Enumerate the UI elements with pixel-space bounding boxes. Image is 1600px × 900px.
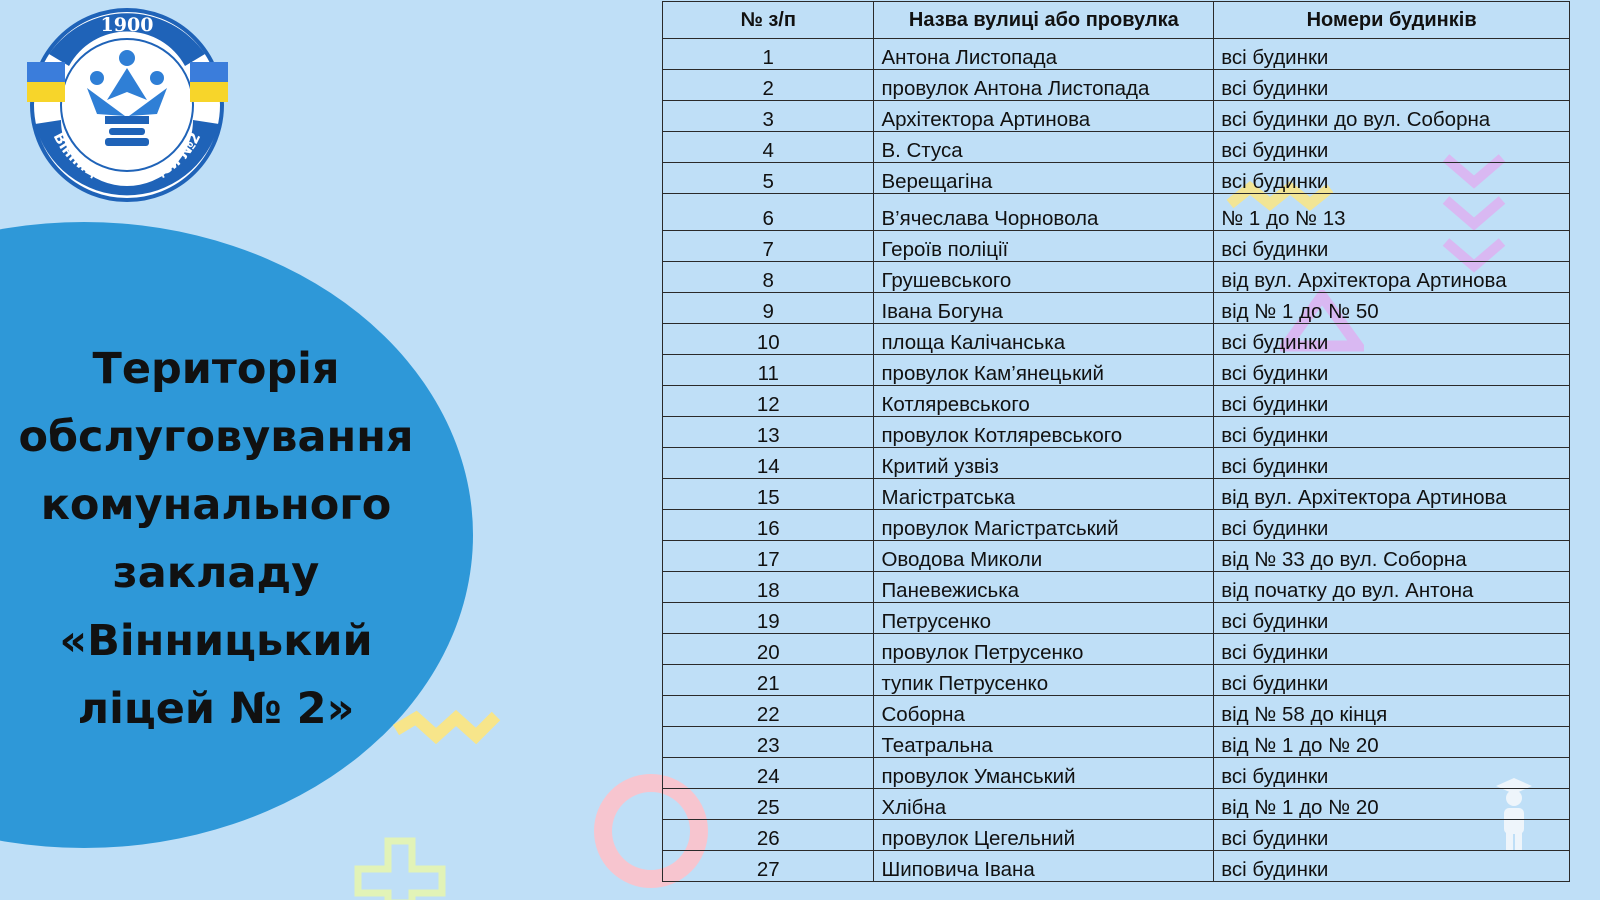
- house-numbers-cell: № 1 до № 13: [1214, 194, 1570, 231]
- street-name-cell: провулок Уманський: [874, 758, 1214, 789]
- table-row: [663, 39, 1570, 70]
- street-name-cell: Оводова Миколи: [874, 541, 1214, 572]
- row-number-cell: 11: [663, 355, 874, 386]
- street-name-cell: Петрусенко: [874, 603, 1214, 634]
- row-number-cell: 3: [663, 101, 874, 132]
- row-number-cell: 9: [663, 293, 874, 324]
- house-numbers-cell: від № 1 до № 50: [1214, 293, 1570, 324]
- row-number-cell: 27: [663, 851, 874, 882]
- table-header-row: [663, 2, 1570, 39]
- street-name-cell: площа Калічанська: [874, 324, 1214, 355]
- house-numbers-cell: всі будинки: [1214, 163, 1570, 194]
- table-row: [663, 696, 1570, 727]
- house-numbers-cell: всі будинки: [1214, 132, 1570, 163]
- row-number-cell: 17: [663, 541, 874, 572]
- house-numbers-cell: всі будинки: [1214, 510, 1570, 541]
- row-number-cell: 2: [663, 70, 874, 101]
- house-numbers-cell: від № 33 до вул. Соборна: [1214, 541, 1570, 572]
- house-numbers-cell: від вул. Архітектора Артинова: [1214, 262, 1570, 293]
- table-row: [663, 851, 1570, 882]
- street-name-cell: Соборна: [874, 696, 1214, 727]
- house-numbers-cell: всі будинки: [1214, 355, 1570, 386]
- header-houses: Номери будинків: [1214, 2, 1570, 39]
- house-numbers-cell: всі будинки: [1214, 758, 1570, 789]
- house-numbers-cell: всі будинки: [1214, 39, 1570, 70]
- house-numbers-cell: всі будинки: [1214, 386, 1570, 417]
- house-numbers-cell: всі будинки: [1214, 634, 1570, 665]
- street-name-cell: В. Стуса: [874, 132, 1214, 163]
- street-name-cell: Верещагіна: [874, 163, 1214, 194]
- page-title: [0, 335, 432, 743]
- table-row: [663, 355, 1570, 386]
- house-numbers-cell: від № 58 до кінця: [1214, 696, 1570, 727]
- row-number-cell: 21: [663, 665, 874, 696]
- street-name-cell: Критий узвіз: [874, 448, 1214, 479]
- house-numbers-cell: всі будинки: [1214, 417, 1570, 448]
- table-row: [663, 262, 1570, 293]
- street-name-cell: Івана Богуна: [874, 293, 1214, 324]
- table-row: [663, 727, 1570, 758]
- table-row: [663, 572, 1570, 603]
- row-number-cell: 13: [663, 417, 874, 448]
- row-number-cell: 10: [663, 324, 874, 355]
- street-name-cell: Котляревського: [874, 386, 1214, 417]
- table-row: [663, 510, 1570, 541]
- table-row: [663, 386, 1570, 417]
- street-name-cell: провулок Котляревського: [874, 417, 1214, 448]
- street-name-cell: провулок Цегельний: [874, 820, 1214, 851]
- house-numbers-cell: всі будинки: [1214, 231, 1570, 262]
- title-line: обслуговування: [18, 412, 414, 462]
- title-line: комунального: [40, 480, 392, 530]
- streets-table: [662, 1, 1570, 882]
- row-number-cell: 23: [663, 727, 874, 758]
- table-row: [663, 231, 1570, 262]
- house-numbers-cell: від № 1 до № 20: [1214, 789, 1570, 820]
- street-name-cell: провулок Петрусенко: [874, 634, 1214, 665]
- house-numbers-cell: всі будинки: [1214, 70, 1570, 101]
- table-row: [663, 479, 1570, 510]
- school-logo: [25, 4, 230, 206]
- house-numbers-cell: всі будинки: [1214, 665, 1570, 696]
- table-row: [663, 665, 1570, 696]
- row-number-cell: 7: [663, 231, 874, 262]
- street-name-cell: Героїв поліції: [874, 231, 1214, 262]
- street-name-cell: Хлібна: [874, 789, 1214, 820]
- house-numbers-cell: всі будинки: [1214, 603, 1570, 634]
- row-number-cell: 1: [663, 39, 874, 70]
- table-row: [663, 163, 1570, 194]
- row-number-cell: 16: [663, 510, 874, 541]
- row-number-cell: 22: [663, 696, 874, 727]
- table-row: [663, 70, 1570, 101]
- street-name-cell: Шиповича Івана: [874, 851, 1214, 882]
- title-line: «Вінницький: [59, 616, 373, 666]
- table-row: [663, 541, 1570, 572]
- row-number-cell: 8: [663, 262, 874, 293]
- house-numbers-cell: всі будинки: [1214, 324, 1570, 355]
- house-numbers-cell: всі будинки: [1214, 448, 1570, 479]
- street-name-cell: Театральна: [874, 727, 1214, 758]
- table-row: [663, 293, 1570, 324]
- header-number: № з/п: [663, 2, 874, 39]
- logo-name: Вінницький ліцей №2: [49, 129, 205, 189]
- logo-year: 1900: [100, 14, 154, 36]
- street-name-cell: провулок Магістратський: [874, 510, 1214, 541]
- table-body: [663, 39, 1570, 882]
- row-number-cell: 19: [663, 603, 874, 634]
- table-row: [663, 820, 1570, 851]
- house-numbers-cell: всі будинки: [1214, 851, 1570, 882]
- table-row: [663, 789, 1570, 820]
- row-number-cell: 6: [663, 194, 874, 231]
- street-name-cell: Паневежиська: [874, 572, 1214, 603]
- table-row: [663, 194, 1570, 231]
- street-name-cell: тупик Петрусенко: [874, 665, 1214, 696]
- row-number-cell: 18: [663, 572, 874, 603]
- table-row: [663, 603, 1570, 634]
- title-line: Територія: [92, 344, 340, 394]
- row-number-cell: 24: [663, 758, 874, 789]
- house-numbers-cell: від початку до вул. Антона: [1214, 572, 1570, 603]
- title-line: ліцей № 2»: [77, 684, 355, 734]
- house-numbers-cell: від вул. Архітектора Артинова: [1214, 479, 1570, 510]
- house-numbers-cell: всі будинки до вул. Соборна: [1214, 101, 1570, 132]
- row-number-cell: 4: [663, 132, 874, 163]
- plus-green-icon: [352, 835, 448, 900]
- row-number-cell: 12: [663, 386, 874, 417]
- title-line: закладу: [112, 548, 320, 598]
- street-name-cell: Архітектора Артинова: [874, 101, 1214, 132]
- row-number-cell: 14: [663, 448, 874, 479]
- street-name-cell: провулок Кам’янецький: [874, 355, 1214, 386]
- header-street: Назва вулиці або провулка: [874, 2, 1214, 39]
- table-row: [663, 132, 1570, 163]
- row-number-cell: 15: [663, 479, 874, 510]
- street-name-cell: В’ячеслава Чорновола: [874, 194, 1214, 231]
- street-name-cell: провулок Антона Листопада: [874, 70, 1214, 101]
- table-row: [663, 758, 1570, 789]
- row-number-cell: 5: [663, 163, 874, 194]
- street-name-cell: Магістратська: [874, 479, 1214, 510]
- table-row: [663, 634, 1570, 665]
- row-number-cell: 25: [663, 789, 874, 820]
- table-row: [663, 448, 1570, 479]
- street-name-cell: Антона Листопада: [874, 39, 1214, 70]
- house-numbers-cell: всі будинки: [1214, 820, 1570, 851]
- table-row: [663, 101, 1570, 132]
- row-number-cell: 20: [663, 634, 874, 665]
- house-numbers-cell: від № 1 до № 20: [1214, 727, 1570, 758]
- row-number-cell: 26: [663, 820, 874, 851]
- table-row: [663, 417, 1570, 448]
- table-row: [663, 324, 1570, 355]
- street-name-cell: Грушевського: [874, 262, 1214, 293]
